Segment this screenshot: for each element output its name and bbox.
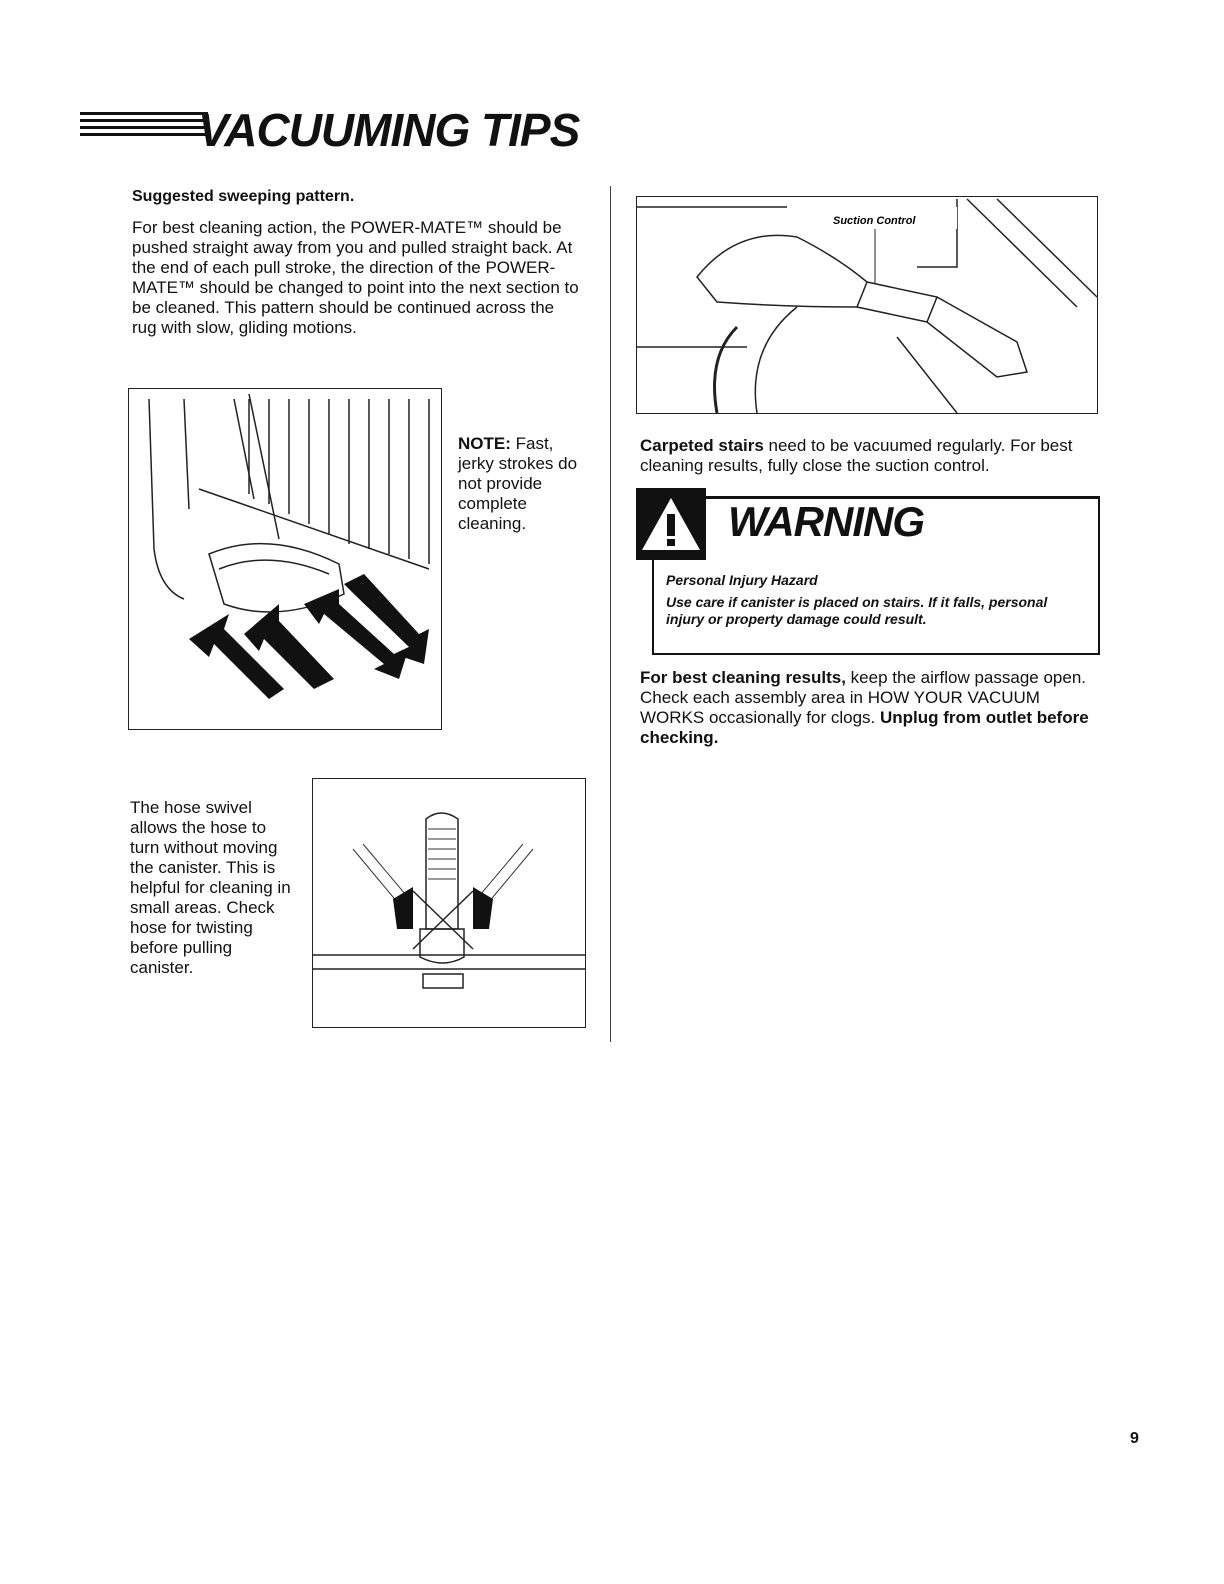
page-number: 9	[1130, 1430, 1139, 1447]
stairs-body: need to be vacuumed regularly. For best cleaning results, fully close the suction control.	[640, 436, 1073, 475]
page-title: VACUUMING TIPS	[198, 104, 580, 156]
suction-control-icon	[637, 197, 1097, 413]
swivel-text: The hose swivel allows the hose to turn without moving the canister. This is helpful for cleaning in small areas. Check hose for twisting before pulling canister.	[130, 798, 291, 977]
hose-swivel-icon	[313, 779, 585, 1027]
stairs-paragraph	[640, 436, 1090, 476]
sweeping-illustration	[128, 388, 442, 730]
note-body: Fast, jerky strokes do not provide complete cleaning.	[458, 434, 578, 533]
warning-subtitle: Personal Injury Hazard	[666, 572, 818, 588]
hose-swivel-illustration	[312, 778, 586, 1028]
vacuum-sweep-icon	[129, 389, 441, 729]
warning-title: WARNING	[728, 498, 924, 545]
note-text	[458, 434, 578, 534]
section-heading: Suggested sweeping pattern.	[132, 188, 355, 205]
warning-icon	[636, 488, 706, 560]
stairs-bold: Carpeted stairs	[640, 436, 764, 455]
title-rule-icon	[80, 112, 208, 148]
best-bold: For best cleaning results,	[640, 668, 846, 687]
best-body: keep the airflow passage open. Check each assembly area in HOW YOUR VACUUM WORKS occasionally for clogs.	[640, 668, 1087, 727]
sweeping-paragraph: For best cleaning action, the POWER-MATE™ should be pushed straight away from you and pulled straight back. At the end of each pull stroke, the direction of the POWER-MATE™ should be changed to point into the next section to be cleaned. This pattern should be continued across the rug with slow, gliding motions.	[132, 218, 579, 337]
note-label: NOTE:	[458, 434, 511, 453]
warning-message: Use care if canister is placed on stairs. If it falls, personal injury or property damage could result.	[666, 594, 1048, 627]
suction-control-label: Suction Control	[833, 215, 916, 227]
column-divider	[610, 186, 611, 1042]
best-results-paragraph	[640, 668, 1090, 748]
stairs-illustration	[636, 196, 1098, 414]
unplug-bold: Unplug from outlet before checking.	[640, 708, 1089, 747]
